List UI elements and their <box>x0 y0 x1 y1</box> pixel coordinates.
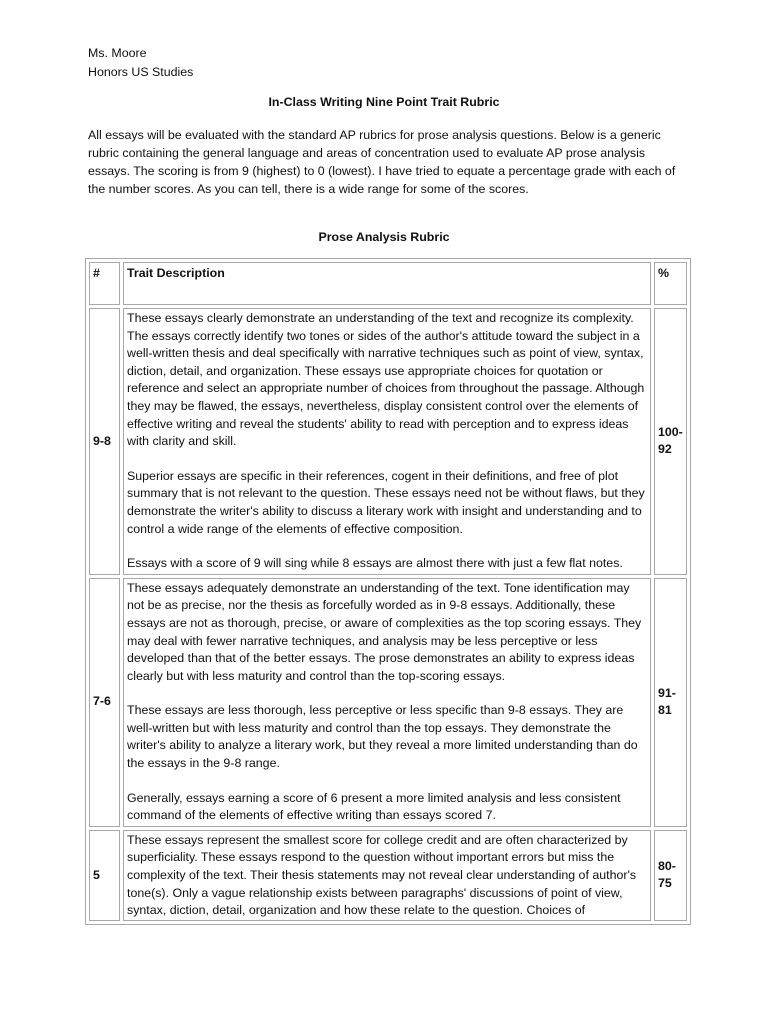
description-paragraph: These essays clearly demonstrate an understanding of the text and recognize its complexity. The essays correctly identify two tones or sides of the author's attitude toward the subject in a well-written thesis and deal specifically with narrative techniques such as point of view, syntax, diction, detail, and organization. These essays use appropriate choices for quotation or reference and select an appropriate number of choices from throughout the passage. Although they may be flawed, the essays, nevertheless, display consistent control over the elements of effective writing and reveal the students' ability to read with perception and to express ideas with clarity and skill. <box>127 311 645 449</box>
header-number: # <box>89 262 120 305</box>
percent-cell: 91-81 <box>654 578 687 827</box>
course-name: Honors US Studies <box>88 65 194 79</box>
description-paragraph: Essays with a score of 9 will sing while 8 essays are almost there with just a few flat notes. <box>127 556 623 571</box>
header-percent: % <box>654 262 687 305</box>
rubric-table <box>85 258 691 925</box>
header-trait-description: Trait Description <box>123 262 651 305</box>
description-paragraph: Generally, essays earning a score of 6 present a more limited analysis and less consistent command of the elements of effective writing than essays scored 7. <box>127 790 621 823</box>
table-row <box>89 308 687 575</box>
intro-paragraph: All essays will be evaluated with the standard AP rubrics for prose analysis questions. Below is a generic rubric containing the general language and areas of concentration used to evaluate AP prose analysis essays. The scoring is from 9 (highest) to 0 (lowest). I have tried to equate a percentage grade with each of the number scores. As you can tell, there is a wide range for some of the scores. <box>88 128 676 196</box>
score-cell: 9-8 <box>89 308 120 575</box>
rubric-title: Prose Analysis Rubric <box>318 230 450 244</box>
table-row <box>89 578 687 827</box>
percent-cell: 80-75 <box>654 830 687 921</box>
score-cell: 5 <box>89 830 120 921</box>
percent-cell: 100-92 <box>654 308 687 575</box>
description-paragraph: These essays are less thorough, less perceptive or less specific than 9-8 essays. They are well-written but with less maturity and control than the top essays. They demonstrate the writer's ability to analyze a literary work, but they reveal a more limited understanding than do the essays in the 9-8 range. <box>127 703 638 771</box>
description-cell <box>123 578 651 827</box>
score-cell: 7-6 <box>89 578 120 827</box>
description-cell <box>123 308 651 575</box>
teacher-name: Ms. Moore <box>88 46 147 60</box>
table-row <box>89 830 687 921</box>
description-paragraph: Superior essays are specific in their references, cogent in their definitions, and free of plot summary that is not relevant to the question. These essays need not be without flaws, but they demonstrate the writer's ability to discuss a literary work with insight and understanding and to control a wide range of the elements of effective composition. <box>127 468 645 536</box>
document-title: In-Class Writing Nine Point Trait Rubric <box>268 95 500 109</box>
description-paragraph: These essays represent the smallest score for college credit and are often characterized by superficiality. These essays respond to the question without important errors but miss the complexity of the text. Their thesis statements may not reveal clear understanding of author's tone(s). Only a vague relationship exists between paragraphs' discussions of point of view, syntax, diction, detail, organization and how these relate to the question. Choices of <box>127 832 637 918</box>
table-header-row <box>89 262 687 305</box>
description-paragraph: These essays adequately demonstrate an understanding of the text. Tone identification may not be as precise, nor the thesis as forcefully worded as in 9-8 essays. Additionally, these essays are not as thorough, precise, or aware of complexities as the top scoring essays. They may deal with fewer narrative techniques, and analysis may be less perceptive or less developed than that of the better essays. The prose demonstrates an ability to express ideas clearly but with less maturity and control than the top-scoring essays. <box>127 580 642 683</box>
description-cell <box>123 830 651 921</box>
